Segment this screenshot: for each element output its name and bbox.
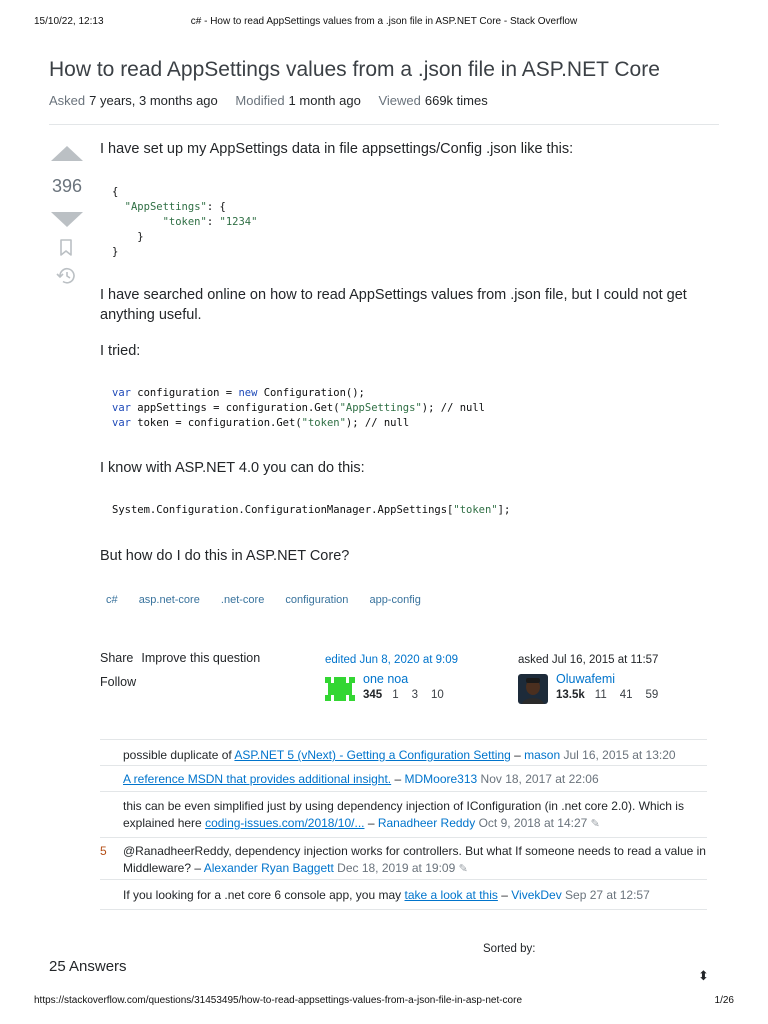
follow-link[interactable]: Follow: [100, 675, 137, 689]
post-paragraph-1: I have set up my AppSettings data in file appsettings/Config .json like this:: [100, 141, 574, 157]
answers-count-heading: 25 Answers: [49, 958, 127, 975]
comment-item: this can be even simplified just by using dependency injection of IConfiguration (in .net core 2.0). Which is explained here coding-issues.com/2018/10/... – Ranadheer Reddy Oct 9, 2018 at 14:27 ✎: [100, 792, 707, 838]
asker-card: [518, 654, 708, 708]
tag-net-core[interactable]: .net-core: [215, 592, 270, 608]
editor-name[interactable]: one noa: [363, 672, 409, 686]
print-footer: [34, 995, 734, 1009]
comment-user[interactable]: Ranadheer Reddy: [377, 816, 476, 830]
code-block-json: { "AppSettings": { "token": "1234" } }: [112, 186, 258, 258]
comment-user[interactable]: MDMoore313: [404, 772, 478, 786]
edited-pencil-icon: ✎: [590, 818, 600, 830]
header-divider: [49, 124, 719, 125]
editor-avatar[interactable]: [325, 674, 355, 704]
code-block-tried: var configuration = new Configuration(); var appSettings = configuration.Get("AppSettings"); // null var token = configuration.Get("token"); // null: [112, 387, 485, 429]
asked-value: 7 years, 3 months ago: [89, 93, 218, 108]
edited-timestamp[interactable]: edited Jun 8, 2020 at 9:09: [325, 654, 458, 666]
asker-avatar[interactable]: [518, 674, 548, 704]
comment-text: If you looking for a .net core 6 console app, you may: [123, 888, 405, 902]
print-header: [34, 16, 734, 30]
asker-name[interactable]: Oluwafemi: [556, 672, 616, 686]
post-paragraph-4: I know with ASP.NET 4.0 you can do this:: [100, 460, 365, 476]
comment-link[interactable]: coding-issues.com/2018/10/...: [205, 816, 365, 830]
comment-score: 5: [100, 844, 107, 858]
code-block-aspnet4: System.Configuration.ConfigurationManager.AppSettings["token"];: [112, 504, 511, 516]
print-page-title: c# - How to read AppSettings values from a .json file in ASP.NET Core - Stack Overflow: [190, 16, 578, 27]
tag-app-config[interactable]: app-config: [363, 592, 426, 608]
asked-timestamp: asked Jul 16, 2015 at 11:57: [518, 654, 659, 666]
asker-reputation: 13.5k 11 41 59: [556, 689, 659, 701]
comment-text: this can be even simplified just by using dependency injection of IConfiguration (in .net core 2.0). Which is explained here: [123, 799, 684, 830]
comment-text: @RanadheerReddy, dependency injection works for controllers. But what If someone needs to read a value in Middleware?: [123, 844, 706, 875]
comment-link[interactable]: A reference MSDN that provides additional insight.: [123, 772, 392, 786]
question-meta: [49, 93, 502, 108]
print-page-number: 1/26: [714, 995, 734, 1006]
downvote-arrow-icon[interactable]: [51, 212, 83, 227]
improve-question-link[interactable]: Improve this question: [141, 651, 261, 665]
comment-list: [100, 739, 707, 910]
tag-configuration[interactable]: configuration: [279, 592, 354, 608]
comment-link[interactable]: ASP.NET 5 (vNext) - Getting a Configuration Setting: [234, 748, 511, 762]
sorted-by-label: Sorted by:: [483, 943, 536, 955]
viewed-value: 669k times: [424, 93, 488, 108]
comment-link[interactable]: take a look at this: [404, 888, 498, 902]
comment-date[interactable]: Oct 9, 2018 at 14:27: [475, 816, 588, 830]
comment-user[interactable]: VivekDev: [511, 888, 562, 902]
sort-arrows-icon[interactable]: ⬍: [698, 968, 709, 983]
share-link[interactable]: Share: [100, 651, 134, 665]
post-paragraph-3: I tried:: [100, 343, 141, 359]
asked-label: Asked: [49, 93, 86, 108]
modified-label: Modified: [235, 93, 285, 108]
viewed-label: Viewed: [378, 93, 421, 108]
post-menu: [100, 651, 268, 689]
tag-csharp[interactable]: c#: [100, 592, 124, 608]
print-datetime: 15/10/22, 12:13: [34, 16, 104, 27]
bookmark-icon[interactable]: [58, 239, 74, 257]
print-url: https://stackoverflow.com/questions/31453495/how-to-read-appsettings-values-from-a-json-file-in-asp-net-core: [34, 995, 523, 1006]
post-paragraph-5: But how do I do this in ASP.NET Core?: [100, 548, 350, 564]
post-paragraph-2: I have searched online on how to read AppSettings values from .json file, but I could not get anything useful.: [100, 287, 687, 323]
tag-asp-net-core[interactable]: asp.net-core: [133, 592, 206, 608]
comment-item: A reference MSDN that provides additional insight. – MDMoore313 Nov 18, 2017 at 22:06: [100, 766, 707, 792]
comment-date[interactable]: Dec 18, 2019 at 19:09: [333, 861, 456, 875]
question-title[interactable]: How to read AppSettings values from a .json file in ASP.NET Core: [49, 58, 660, 81]
comment-user[interactable]: Alexander Ryan Baggett: [203, 861, 334, 875]
comment-item: If you looking for a .net core 6 console app, you may take a look at this – VivekDev Sep 27 at 12:57: [100, 880, 707, 910]
edited-pencil-icon: ✎: [458, 863, 468, 875]
comment-text: possible duplicate of: [123, 748, 235, 762]
comment-item: 5 @RanadheerReddy, dependency injection works for controllers. But what If someone needs to read a value in Middleware? – Alexander Ryan Baggett Dec 18, 2019 at 19:09 ✎: [100, 838, 707, 880]
tag-list: [100, 592, 433, 608]
comment-user[interactable]: mason: [524, 748, 561, 762]
comment-date[interactable]: Jul 16, 2015 at 13:20: [560, 748, 676, 762]
modified-value[interactable]: 1 month ago: [288, 93, 361, 108]
history-icon[interactable]: [55, 266, 77, 286]
comment-item: possible duplicate of ASP.NET 5 (vNext) - Getting a Configuration Setting – mason Jul 16, 2015 at 13:20: [100, 740, 707, 766]
editor-card: [325, 654, 505, 708]
comment-date[interactable]: Sep 27 at 12:57: [561, 888, 650, 902]
editor-reputation: 345 1 3 10: [363, 689, 444, 701]
comment-date[interactable]: Nov 18, 2017 at 22:06: [477, 772, 599, 786]
upvote-arrow-icon[interactable]: [51, 146, 83, 161]
vote-count: 396: [51, 176, 83, 196]
